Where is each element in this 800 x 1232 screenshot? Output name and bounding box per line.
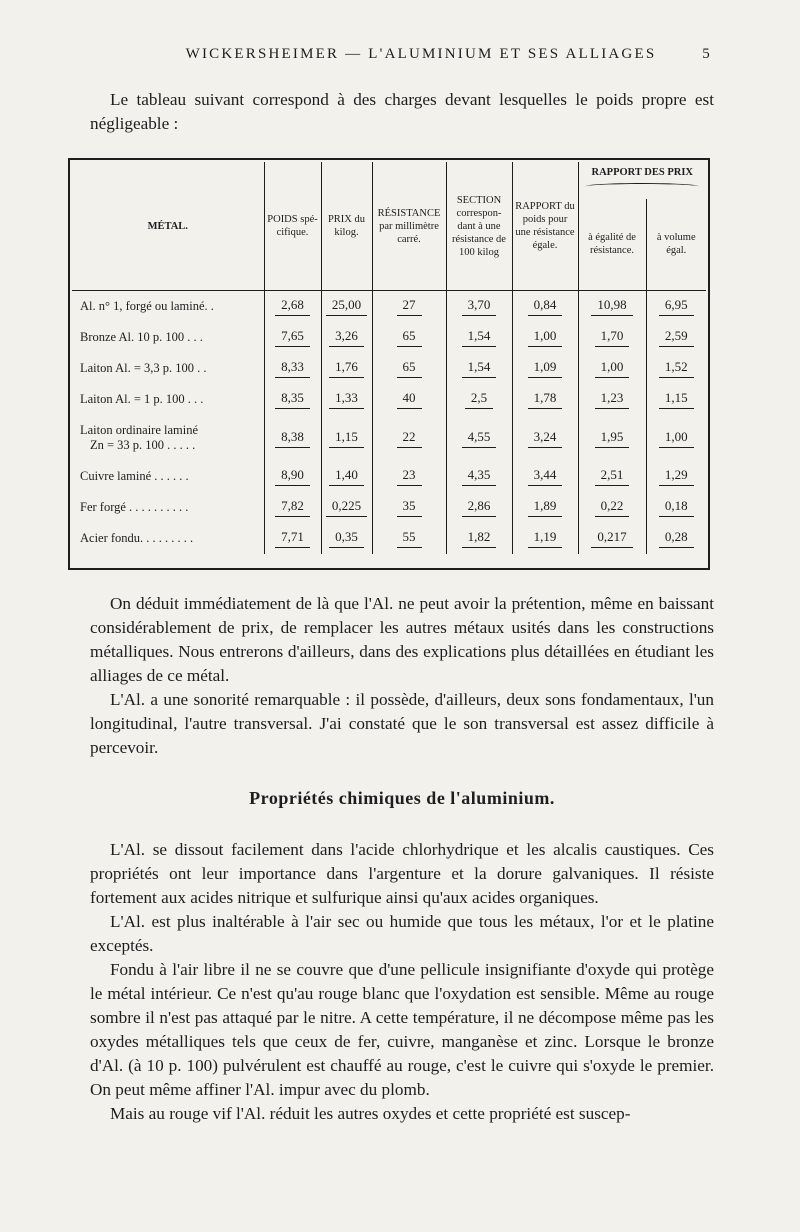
table-row xyxy=(72,353,706,384)
table-row xyxy=(72,492,706,523)
row-prix: 0,35 xyxy=(329,529,364,548)
row-egal-res: 10,98 xyxy=(591,297,632,316)
row-section: 2,86 xyxy=(462,498,497,517)
row-resistance: 23 xyxy=(397,467,422,486)
table-row xyxy=(72,523,706,554)
intro-paragraph: Le tableau suivant correspond à des charges devant lesquelles le poids propre est négligeable : xyxy=(90,90,714,133)
intro-block xyxy=(90,88,714,136)
col-header-metal: MÉTAL. xyxy=(72,162,264,291)
row-rapport: 3,44 xyxy=(528,467,563,486)
row-egal-res: 1,00 xyxy=(595,359,630,378)
row-poids: 8,33 xyxy=(275,359,310,378)
row-vol: 1,52 xyxy=(659,359,694,378)
data-table xyxy=(72,162,706,554)
row-metal: Bronze Al. 10 p. 100 . . . xyxy=(72,322,264,353)
row-rapport: 3,24 xyxy=(528,429,563,448)
row-egal-res: 1,70 xyxy=(595,328,630,347)
row-resistance: 22 xyxy=(397,429,422,448)
paragraph: L'Al. se dissout facilement dans l'acide chlorhydrique et les alcalis caustiques. Ces propriétés ont leur importance dans l'argenture et la dorure galvaniques. Il résiste fortement aux acides nitrique et sulfurique ainsi qu'aux acides organiques. xyxy=(90,840,714,907)
row-section: 1,82 xyxy=(462,529,497,548)
row-vol: 1,00 xyxy=(659,429,694,448)
row-poids: 2,68 xyxy=(275,297,310,316)
row-vol: 2,59 xyxy=(659,328,694,347)
row-prix: 1,40 xyxy=(329,467,364,486)
row-metal: Laiton Al. = 3,3 p. 100 . . xyxy=(72,353,264,384)
paragraph: On déduit immédiatement de là que l'Al. ne peut avoir la prétention, même en baissant considérablement de prix, de remplacer les autres métaux usités dans les constructions métalliques. Nous entrerons d'ailleurs, dans des explications plus détaillées en étudiant les alliages de ce métal. xyxy=(90,594,714,685)
paragraph: L'Al. a une sonorité remarquable : il possède, d'ailleurs, deux sons fondamentaux, l'un longitudinal, l'autre transversal. J'ai constaté que le son transversal est assez difficile à percevoir. xyxy=(90,690,714,757)
row-egal-res: 0,217 xyxy=(591,529,632,548)
row-poids: 8,90 xyxy=(275,467,310,486)
row-resistance: 55 xyxy=(397,529,422,548)
row-section: 1,54 xyxy=(462,359,497,378)
table-row xyxy=(72,461,706,492)
row-metal xyxy=(72,415,264,461)
col-header-prix: PRIX du kilog. xyxy=(321,162,372,291)
paragraph: Fondu à l'air libre il ne se couvre que d'une pellicule insignifiante d'oxyde qui protège le métal intérieur. Ce n'est qu'au rouge blanc que l'oxydation est sensible. Même au rouge sombre il n'est pas attaqué par le nitre. A cette température, il ne décompose même pas les oxydes métalliques tels que ceux de fer, cuivre, manganèse et zinc. Lorsque le bronze d'Al. (à 10 p. 100) pulvérulent est chauffé au rouge, c'est le cuivre qui s'oxyde le premier. On peut même affiner l'Al. impur avec du plomb. xyxy=(90,960,714,1099)
row-prix: 25,00 xyxy=(326,297,367,316)
paragraph: L'Al. est plus inaltérable à l'air sec ou humide que tous les métaux, l'or et le platine exceptés. xyxy=(90,912,714,955)
row-vol: 0,18 xyxy=(659,498,694,517)
row-resistance: 65 xyxy=(397,328,422,347)
table-row xyxy=(72,322,706,353)
row-metal: Laiton Al. = 1 p. 100 . . . xyxy=(72,384,264,415)
rapport-prix-label: RAPPORT DES PRIX xyxy=(591,167,694,179)
running-header xyxy=(90,46,712,63)
row-resistance: 27 xyxy=(397,297,422,316)
row-rapport: 1,00 xyxy=(528,328,563,347)
row-rapport: 0,84 xyxy=(528,297,563,316)
row-section: 2,5 xyxy=(465,390,493,409)
row-rapport: 1,89 xyxy=(528,498,563,517)
page-number: 5 xyxy=(702,46,712,62)
row-metal: Al. n° 1, forgé ou laminé. . xyxy=(72,291,264,323)
row-poids: 8,38 xyxy=(275,429,310,448)
running-title: WICKERSHEIMER — L'ALUMINIUM ET SES ALLIAGES xyxy=(185,46,657,62)
col-header-rapport-prix xyxy=(578,162,706,199)
row-egal-res: 0,22 xyxy=(595,498,630,517)
row-section: 4,55 xyxy=(462,429,497,448)
table-row xyxy=(72,384,706,415)
row-prix: 1,33 xyxy=(329,390,364,409)
row-metal-line2: Zn = 33 p. 100 . . . . . xyxy=(90,438,196,452)
row-prix: 1,76 xyxy=(329,359,364,378)
col-header-volume-egal: à volume égal. xyxy=(646,199,706,291)
row-poids: 7,65 xyxy=(275,328,310,347)
row-section: 3,70 xyxy=(462,297,497,316)
table-row xyxy=(72,415,706,461)
row-egal-res: 1,23 xyxy=(595,390,630,409)
col-header-section: SECTION correspon-dant à une résistance de 100 kilog xyxy=(446,162,512,291)
row-vol: 1,29 xyxy=(659,467,694,486)
section-heading: Propriétés chimiques de l'aluminium. xyxy=(249,788,555,808)
col-header-rapport-poids: RAPPORT du poids pour une résistance égale. xyxy=(512,162,578,291)
paragraph: Mais au rouge vif l'Al. réduit les autres oxydes et cette propriété est suscep- xyxy=(110,1104,631,1123)
row-metal-line1: Laiton ordinaire laminé xyxy=(80,423,199,437)
row-vol: 1,15 xyxy=(659,390,694,409)
brace-rule xyxy=(585,183,699,190)
row-rapport: 1,09 xyxy=(528,359,563,378)
col-header-poids: POIDS spé-cifique. xyxy=(264,162,321,291)
row-section: 1,54 xyxy=(462,328,497,347)
row-resistance: 35 xyxy=(397,498,422,517)
row-rapport: 1,19 xyxy=(528,529,563,548)
row-metal: Fer forgé . . . . . . . . . . xyxy=(72,492,264,523)
row-resistance: 40 xyxy=(397,390,422,409)
row-prix: 3,26 xyxy=(329,328,364,347)
row-egal-res: 1,95 xyxy=(595,429,630,448)
row-vol: 0,28 xyxy=(659,529,694,548)
row-metal: Acier fondu. . . . . . . . . xyxy=(72,523,264,554)
row-vol: 6,95 xyxy=(659,297,694,316)
row-egal-res: 2,51 xyxy=(595,467,630,486)
table-row xyxy=(72,291,706,323)
section-body xyxy=(90,838,714,1126)
after-table-block xyxy=(90,592,714,760)
row-poids: 7,82 xyxy=(275,498,310,517)
comparison-table xyxy=(68,158,710,570)
row-poids: 8,35 xyxy=(275,390,310,409)
col-header-resistance: RÉSISTANCE par millimètre carré. xyxy=(372,162,446,291)
row-poids: 7,71 xyxy=(275,529,310,548)
row-metal: Cuivre laminé . . . . . . xyxy=(72,461,264,492)
row-prix: 0,225 xyxy=(326,498,367,517)
row-resistance: 65 xyxy=(397,359,422,378)
row-section: 4,35 xyxy=(462,467,497,486)
col-header-egalite-resistance: à égalité de résistance. xyxy=(578,199,646,291)
row-rapport: 1,78 xyxy=(528,390,563,409)
row-prix: 1,15 xyxy=(329,429,364,448)
